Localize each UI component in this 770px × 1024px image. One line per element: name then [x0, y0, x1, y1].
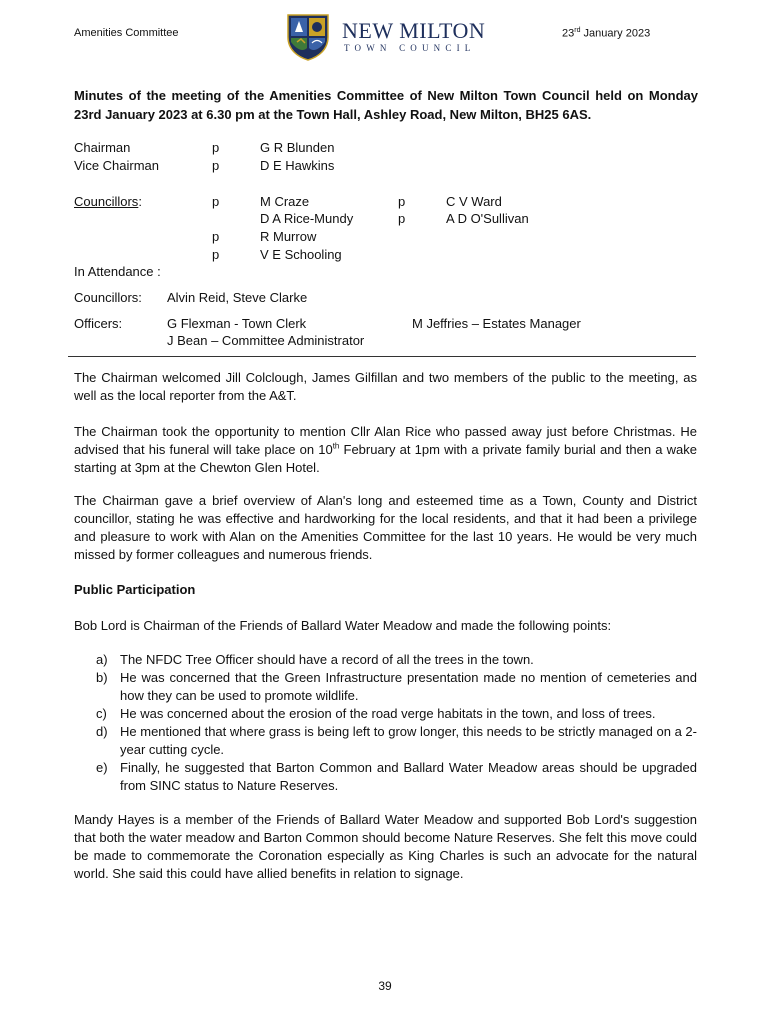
date-suffix: rd [574, 27, 581, 34]
councillor-mark: p [398, 194, 406, 209]
attending-councillors-label: Councillors: [74, 290, 142, 305]
public-participation-heading: Public Participation [74, 582, 196, 597]
page-number: 39 [378, 979, 392, 993]
officers-label: Officers: [74, 316, 123, 331]
councillor-name: D A Rice-Mundy [260, 211, 354, 226]
vice-chairman-label: Vice Chairman [74, 158, 160, 173]
list-item-text: Finally, he suggested that Barton Common and Ballard Water Meadow areas should be upgraded from SINC status to Nature Reserves. [120, 760, 697, 793]
chairman-name: G R Blunden [260, 140, 335, 155]
paragraph-overview: The Chairman gave a brief overview of Alan's long and esteemed time as a Town, County and District councillor, stating he was effective and hardworking for the local residents, and that it had been a privilege and pleasure to work with Alan on the Amenities Committee for the last 10 years. He would be very much missed by former colleagues and numerous friends. [74, 493, 697, 562]
coat-of-arms-icon [283, 12, 333, 62]
meeting-title: Minutes of the meeting of the Amenities Committee of New Milton Town Council held on Monday 23rd January 2023 at 6.30 pm at the Town Hall, Ashley Road, New Milton, BH25 6AS. [74, 88, 698, 122]
list-marker: d) [96, 724, 108, 739]
councillor-mark: p [398, 211, 406, 226]
paragraph-cllr-rice-sup: th [332, 441, 340, 451]
councillor-mark: p [212, 194, 220, 209]
councillor-name: V E Schooling [260, 247, 342, 262]
paragraph-cllr-rice-part1: The Chairman took the opportunity to mention Cllr Alan Rice who passed away just before Christmas. He advised that his funeral will take place on 10 [74, 424, 697, 457]
councillors-label-colon: : [138, 194, 142, 209]
list-item-text: He mentioned that where grass is being left to grow longer, this needs to be strictly managed on a 2-year cutting cycle. [120, 724, 697, 757]
councillor-name: A D O'Sullivan [446, 211, 529, 226]
councillor-mark: p [212, 247, 220, 262]
list-item [74, 669, 697, 705]
points-list [74, 651, 697, 795]
paragraph-bob-lord: Bob Lord is Chairman of the Friends of Ballard Water Meadow and made the following points: [74, 618, 612, 633]
logo-subtitle: TOWN COUNCIL [344, 43, 476, 53]
list-item-text: He was concerned about the erosion of the road verge habitats in the town, and loss of trees. [120, 706, 656, 721]
list-item [74, 723, 697, 759]
list-item-text: He was concerned that the Green Infrastructure presentation made no mention of cemeteries and how they can be used to promote wildlife. [120, 670, 697, 703]
officer-town-clerk: G Flexman - Town Clerk [167, 316, 307, 331]
in-attendance-label: In Attendance : [74, 264, 161, 279]
chairman-present-mark: p [212, 140, 220, 155]
council-logo [283, 12, 493, 62]
chairman-label: Chairman [74, 140, 131, 155]
councillors-label-text: Councillors [74, 194, 139, 209]
list-item [74, 759, 697, 795]
vice-chairman-present-mark: p [212, 158, 220, 173]
list-marker: e) [96, 760, 108, 775]
paragraph-cllr-rice [74, 423, 697, 477]
paragraph-welcome: The Chairman welcomed Jill Colclough, James Gilfillan and two members of the public to the meeting, as well as the local reporter from the A&T. [74, 370, 697, 403]
header-date [562, 27, 650, 40]
list-marker: c) [96, 706, 107, 721]
paragraph-mandy-hayes: Mandy Hayes is a member of the Friends of Ballard Water Meadow and supported Bob Lord's suggestion that both the water meadow and Barton Common should become Nature Reserves. She felt this move could be made to commemorate the Coronation especially as King Charles is such an advocate for the natural world. She said this could have allied benefits in relation to signage. [74, 812, 697, 881]
list-item-text: The NFDC Tree Officer should have a record of all the trees in the town. [120, 652, 534, 667]
date-rest: January 2023 [580, 27, 651, 40]
attending-councillors-names: Alvin Reid, Steve Clarke [167, 290, 308, 305]
list-item [74, 651, 697, 669]
vice-chairman-name: D E Hawkins [260, 158, 335, 173]
date-day: 23 [562, 27, 575, 40]
officer-committee-administrator: J Bean – Committee Administrator [167, 333, 365, 348]
section-divider [68, 356, 696, 357]
header-committee-name: Amenities Committee [74, 27, 179, 39]
officer-estates-manager: M Jeffries – Estates Manager [412, 316, 581, 331]
councillor-name: C V Ward [446, 194, 502, 209]
paragraph-cllr-rice-part2: February at 1pm with a private family burial and then a wake starting at 3pm at the Chewton Glen Hotel. [74, 442, 697, 475]
list-item [74, 705, 697, 723]
councillor-mark: p [212, 229, 220, 244]
councillor-name: R Murrow [260, 229, 317, 244]
councillors-label [74, 193, 142, 211]
list-marker: b) [96, 670, 108, 685]
councillor-name: M Craze [260, 194, 310, 209]
logo-name: NEW MILTON [342, 18, 486, 43]
list-marker: a) [96, 652, 108, 667]
